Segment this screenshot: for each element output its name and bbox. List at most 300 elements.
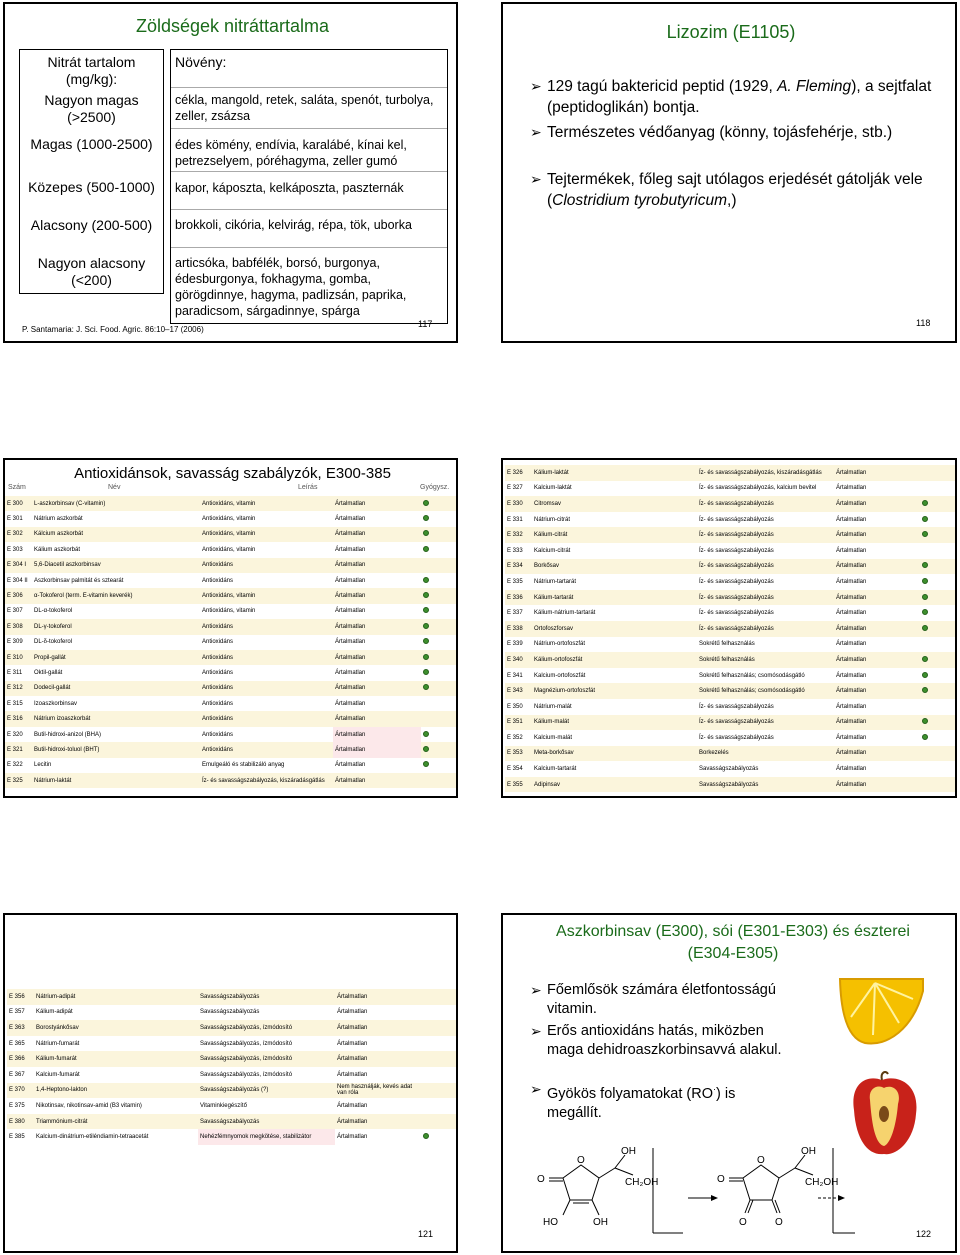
table-row <box>5 742 456 757</box>
bullet-text: Főemlősök számára életfontosságú vitamin. <box>547 982 776 1017</box>
additive-description-cell: Antioxidáns <box>200 742 333 757</box>
e-number-cell: E 337 <box>505 605 532 621</box>
header-name: Név <box>108 484 121 491</box>
e-number-cell: E 303 <box>5 542 32 557</box>
additive-name-cell: α-Tokoferol (term. E-vitamin keverék) <box>32 588 200 603</box>
approved-dot-icon <box>423 530 429 536</box>
slide-nitrate <box>3 2 458 343</box>
safety-rating-cell: Ártalmatlan <box>333 727 421 742</box>
additive-name-cell: DL-α-tokoferol <box>32 604 200 619</box>
additive-description-cell: Antioxidáns, vitamin <box>200 496 333 511</box>
additive-name-cell: Kálium-malát <box>532 715 697 731</box>
status-cell <box>421 758 456 773</box>
status-cell <box>920 637 955 653</box>
status-cell <box>920 761 955 777</box>
level-very-high: Nagyon magas (>2500) <box>44 92 139 125</box>
divider <box>171 87 447 88</box>
bullet-2 <box>530 1022 787 1060</box>
e-number-cell: E 343 <box>505 683 532 699</box>
safety-rating-cell: Ártalmatlan <box>834 590 920 606</box>
plants-low: brokkoli, cikória, kelvirág, répa, tök, uborka <box>175 218 412 232</box>
level-low: Alacsony (200-500) <box>30 217 153 233</box>
approved-dot-icon <box>423 623 429 629</box>
approved-dot-icon <box>423 731 429 737</box>
approved-dot-icon <box>922 718 928 724</box>
status-cell <box>421 989 456 1005</box>
approved-dot-icon <box>423 638 429 644</box>
safety-rating-cell: Ártalmatlan <box>333 511 421 526</box>
status-cell <box>920 605 955 621</box>
safety-rating-cell: Ártalmatlan <box>834 730 920 746</box>
safety-rating-cell: Ártalmatlan <box>834 465 920 481</box>
safety-rating-cell: Ártalmatlan <box>834 683 920 699</box>
safety-rating-cell: Ártalmatlan <box>333 742 421 757</box>
page-number: 118 <box>916 318 931 328</box>
approved-dot-icon <box>922 594 928 600</box>
additive-name-cell: Nátrium-laktát <box>32 773 200 788</box>
approved-dot-icon <box>423 654 429 660</box>
table-row <box>5 635 456 650</box>
plant-header: Növény: <box>175 54 227 70</box>
additive-description-cell: Íz- és savasságszabályozás <box>697 621 834 637</box>
status-cell <box>421 1129 456 1145</box>
e-number-cell: E 357 <box>7 1005 34 1021</box>
status-cell <box>421 1005 456 1021</box>
e-number-cell: E 339 <box>505 637 532 653</box>
bullet-2 <box>530 122 937 143</box>
slide-lysozyme <box>501 2 957 343</box>
table-row <box>505 621 955 637</box>
additive-name-cell: Kálcium aszkorbát <box>32 527 200 542</box>
safety-rating-cell: Ártalmatlan <box>335 1051 421 1067</box>
approved-dot-icon <box>423 669 429 675</box>
e-number-cell: E 380 <box>7 1114 34 1130</box>
additive-name-cell: Nátrium-citrát <box>532 512 697 528</box>
additive-name-cell: Citromsav <box>532 496 697 512</box>
status-cell <box>920 683 955 699</box>
status-cell <box>421 696 456 711</box>
slide-ascorbic-acid <box>501 913 957 1253</box>
slide-title: Zöldségek nitráttartalma <box>135 16 330 36</box>
e-number-cell: E 307 <box>5 604 32 619</box>
status-cell <box>421 619 456 634</box>
approved-dot-icon <box>922 625 928 631</box>
e-number-cell: E 304 II <box>5 573 32 588</box>
arrow-bullet-icon: ➢ <box>530 982 542 998</box>
citation: P. Santamaria: J. Sci. Food. Agric. 86:10–17 (2006) <box>22 325 204 334</box>
status-cell <box>920 652 955 668</box>
e-number-cell: E 334 <box>505 559 532 575</box>
table-row <box>505 668 955 684</box>
approved-dot-icon <box>922 562 928 568</box>
status-cell <box>421 542 456 557</box>
safety-rating-cell: Ártalmatlan <box>335 1098 421 1114</box>
safety-rating-cell: Ártalmatlan <box>333 496 421 511</box>
e-number-cell: E 326 <box>505 465 532 481</box>
e-number-cell: E 352 <box>505 730 532 746</box>
bullet-3 <box>530 1080 787 1123</box>
safety-rating-cell: Ártalmatlan <box>335 1020 421 1036</box>
status-cell <box>421 1083 456 1099</box>
additive-description-cell: Íz- és savasságszabályozás <box>697 527 834 543</box>
additive-name-cell: Kálium-ortofoszfát <box>532 652 697 668</box>
table-row <box>7 1129 456 1145</box>
e-number-cell: E 320 <box>5 727 32 742</box>
e-number-cell: E 375 <box>7 1098 34 1114</box>
status-cell <box>920 777 955 793</box>
header-medicine: Gyógysz. <box>420 484 450 491</box>
safety-rating-cell: Ártalmatlan <box>333 635 421 650</box>
bullet-text: Természetes védőanyag (könny, tojásfehérje, stb.) <box>547 124 893 141</box>
e-number-cell: E 332 <box>505 527 532 543</box>
table-row <box>505 527 955 543</box>
safety-rating-cell: Nem használják, kevés adat van róla <box>335 1083 421 1099</box>
safety-rating-cell: Ártalmatlan <box>333 573 421 588</box>
safety-rating-cell: Ártalmatlan <box>333 542 421 557</box>
table-row <box>5 619 456 634</box>
e-number-cell: E 351 <box>505 715 532 731</box>
arrow-bullet-icon: ➢ <box>530 124 542 140</box>
additive-description-cell: Nehézfémnyomok megkötése, stabilizátor <box>198 1129 335 1145</box>
additive-description-cell: Antioxidáns <box>200 573 333 588</box>
page-number: 122 <box>916 1229 932 1239</box>
additive-description-cell: Íz- és savasságszabályozás <box>697 496 834 512</box>
approved-dot-icon <box>922 578 928 584</box>
e-number-cell: E 306 <box>5 588 32 603</box>
header-number: Szám <box>8 484 26 491</box>
bullet-text: Tejtermékek, főleg sajt utólagos erjedését gátolják vele (Clostridium tyrobutyricum,) <box>547 171 923 209</box>
status-cell <box>920 512 955 528</box>
status-cell <box>920 527 955 543</box>
additive-name-cell: Borkősav <box>532 559 697 575</box>
safety-rating-cell: Ártalmatlan <box>834 699 920 715</box>
status-cell <box>421 1067 456 1083</box>
atom-label: CH₂OH <box>625 1177 659 1188</box>
level-very-low: Nagyon alacsony (<200) <box>37 255 146 288</box>
additive-description-cell: Íz- és savasságszabályozás <box>697 715 834 731</box>
e-number-cell: E 333 <box>505 543 532 559</box>
additive-name-cell: Kálium-adipát <box>34 1005 198 1021</box>
approved-dot-icon <box>423 746 429 752</box>
status-cell <box>920 543 955 559</box>
approved-dot-icon <box>922 500 928 506</box>
table-row <box>505 777 955 793</box>
safety-rating-cell: Ártalmatlan <box>834 652 920 668</box>
status-cell <box>920 465 955 481</box>
safety-rating-cell: Ártalmatlan <box>335 1067 421 1083</box>
approved-dot-icon <box>423 515 429 521</box>
table-row <box>7 1083 456 1099</box>
status-cell <box>421 711 456 726</box>
e-number-cell: E 338 <box>505 621 532 637</box>
additive-name-cell: Kálium-tartarát <box>532 590 697 606</box>
approved-dot-icon <box>922 609 928 615</box>
status-cell <box>421 1051 456 1067</box>
table-header <box>5 484 456 494</box>
table-row <box>505 590 955 606</box>
status-cell <box>421 511 456 526</box>
page-number: 121 <box>418 1229 434 1239</box>
additive-description-cell: Antioxidáns, vitamin <box>200 588 333 603</box>
additive-name-cell: Dodecil-gallát <box>32 681 200 696</box>
additive-description-cell: Sokrétű felhasználás; csomósodásgátló <box>697 683 834 699</box>
table-row <box>7 1020 456 1036</box>
additive-description-cell: Antioxidáns, vitamin <box>200 542 333 557</box>
status-cell <box>421 1098 456 1114</box>
e-number-cell: E 330 <box>505 496 532 512</box>
safety-rating-cell: Ártalmatlan <box>333 558 421 573</box>
bullet-text: Erős antioxidáns hatás, miközben maga dehidroaszkorbinsavvá alakul. <box>547 1023 782 1058</box>
additive-table <box>5 496 456 788</box>
additive-name-cell: Kalcium-tartarát <box>532 761 697 777</box>
additive-name-cell: Triammónium-citrát <box>34 1114 198 1130</box>
status-cell <box>421 558 456 573</box>
e-number-cell: E 300 <box>5 496 32 511</box>
additive-name-cell: Kálium-laktát <box>532 465 697 481</box>
additive-name-cell: Kalcium-ortofoszfát <box>532 668 697 684</box>
bullet-3 <box>530 169 937 211</box>
e-number-cell: E 331 <box>505 512 532 528</box>
additive-description-cell: Savasságszabályozás <box>697 761 834 777</box>
safety-rating-cell: Ártalmatlan <box>333 711 421 726</box>
atom-label: OH <box>593 1217 608 1228</box>
e-number-cell: E 302 <box>5 527 32 542</box>
level-medium: Közepes (500-1000) <box>28 179 155 195</box>
safety-rating-cell: Ártalmatlan <box>333 650 421 665</box>
e-number-cell: E 385 <box>7 1129 34 1145</box>
e-number-cell: E 311 <box>5 665 32 680</box>
table-row <box>5 527 456 542</box>
atom-label: HO <box>543 1217 558 1228</box>
e-number-cell: E 356 <box>7 989 34 1005</box>
table-row <box>5 558 456 573</box>
table-row <box>505 605 955 621</box>
e-number-cell: E 355 <box>505 777 532 793</box>
e-number-cell: E 309 <box>5 635 32 650</box>
e-number-cell: E 336 <box>505 590 532 606</box>
ascorbic-acid-structures <box>533 1143 953 1243</box>
status-cell <box>421 527 456 542</box>
status-cell <box>920 746 955 762</box>
safety-rating-cell: Ártalmatlan <box>333 773 421 788</box>
additive-description-cell: Sokrétű felhasználás <box>697 652 834 668</box>
bullet-1 <box>530 981 787 1019</box>
e-number-cell: E 304 I <box>5 558 32 573</box>
additive-name-cell: 1,4-Heptono-lakton <box>34 1083 198 1099</box>
safety-rating-cell: Ártalmatlan <box>834 761 920 777</box>
table-row <box>505 496 955 512</box>
additive-name-cell: Magnézium-ortofoszfát <box>532 683 697 699</box>
additive-description-cell: Sokrétű felhasználás; csomósodásgátló <box>697 668 834 684</box>
approved-dot-icon <box>423 607 429 613</box>
e-number-cell: E 365 <box>7 1036 34 1052</box>
additive-name-cell: Ortofoszforsav <box>532 621 697 637</box>
approved-dot-icon <box>922 734 928 740</box>
table-row <box>5 727 456 742</box>
table-row <box>7 1005 456 1021</box>
e-number-cell: E 316 <box>5 711 32 726</box>
approved-dot-icon <box>922 656 928 662</box>
safety-rating-cell: Ártalmatlan <box>335 1114 421 1130</box>
status-cell <box>421 727 456 742</box>
level-header: Nitrát tartalom (mg/kg): <box>47 54 136 87</box>
status-cell <box>920 481 955 497</box>
status-cell <box>920 699 955 715</box>
table-row <box>5 773 456 788</box>
e-number-cell: E 321 <box>5 742 32 757</box>
status-cell <box>920 574 955 590</box>
additive-name-cell: Kálium aszkorbát <box>32 542 200 557</box>
safety-rating-cell: Ártalmatlan <box>834 574 920 590</box>
table-row <box>5 711 456 726</box>
level-high: Magas (1000-2500) <box>30 136 153 152</box>
table-row <box>505 543 955 559</box>
divider <box>171 128 447 129</box>
additive-name-cell: Kálium-nátrium-tartarát <box>532 605 697 621</box>
additive-description-cell: Antioxidáns <box>200 681 333 696</box>
additive-description-cell: Savasságszabályozás <box>198 1114 335 1130</box>
additive-name-cell: Izoaszkorbinsav <box>32 696 200 711</box>
table-row <box>505 730 955 746</box>
additive-description-cell: Antioxidáns, vitamin <box>200 527 333 542</box>
safety-rating-cell: Ártalmatlan <box>335 1129 421 1145</box>
e-number-cell: E 340 <box>505 652 532 668</box>
safety-rating-cell: Ártalmatlan <box>333 527 421 542</box>
approved-dot-icon <box>423 577 429 583</box>
table-row <box>7 1098 456 1114</box>
table-row <box>505 637 955 653</box>
slide-antioxidants <box>3 458 458 798</box>
approved-dot-icon <box>922 672 928 678</box>
safety-rating-cell: Ártalmatlan <box>834 543 920 559</box>
additive-description-cell: Vitaminkiegészítő <box>198 1098 335 1114</box>
slide-title: Aszkorbinsav (E300), sói (E301-E303) és észterei (E304-E305) <box>556 923 910 962</box>
table-row <box>7 1067 456 1083</box>
additive-description-cell: Íz- és savasságszabályozás <box>697 512 834 528</box>
divider <box>171 209 447 210</box>
additive-description-cell: Íz- és savasságszabályozás <box>697 559 834 575</box>
header-description: Leírás <box>298 484 318 491</box>
slide-acidity-regulators <box>501 458 957 798</box>
e-number-cell: E 325 <box>5 773 32 788</box>
bullet-text: 129 tagú baktericid peptid (1929, A. Fleming), a sejtfalat (peptidoglikán) bontja. <box>547 78 932 116</box>
additive-description-cell: Antioxidáns, vitamin <box>200 511 333 526</box>
table-row <box>5 496 456 511</box>
additive-name-cell: Propil-gallát <box>32 650 200 665</box>
e-number-cell: E 308 <box>5 619 32 634</box>
additive-name-cell: Kalcium-citrát <box>532 543 697 559</box>
lemon-image <box>835 977 925 1057</box>
additive-description-cell: Savasságszabályozás <box>697 777 834 793</box>
safety-rating-cell: Ártalmatlan <box>333 696 421 711</box>
table-row <box>5 650 456 665</box>
additive-description-cell: Savasságszabályozás, ízmódosító <box>198 1036 335 1052</box>
e-number-cell: E 353 <box>505 746 532 762</box>
table-row <box>5 511 456 526</box>
e-number-cell: E 363 <box>7 1020 34 1036</box>
e-number-cell: E 366 <box>7 1051 34 1067</box>
table-row <box>5 604 456 619</box>
table-row <box>7 1051 456 1067</box>
additive-name-cell: Nátrium-ortofoszfát <box>532 637 697 653</box>
approved-dot-icon <box>423 761 429 767</box>
table-row <box>5 758 456 773</box>
status-cell <box>421 773 456 788</box>
additive-description-cell: Íz- és savasságszabályozás, kiszáradásgátlás <box>200 773 333 788</box>
status-cell <box>920 559 955 575</box>
status-cell <box>421 588 456 603</box>
additive-name-cell: Kalcium-malát <box>532 730 697 746</box>
atom-label: OH <box>621 1146 636 1157</box>
safety-rating-cell: Ártalmatlan <box>333 588 421 603</box>
arrow-bullet-icon: ➢ <box>530 1023 542 1039</box>
additive-description-cell: Antioxidáns <box>200 635 333 650</box>
arrow-bullet-icon: ➢ <box>530 171 542 187</box>
plants-high: édes kömény, endívia, karalábé, kínai kel, petrezselyem, póréhagyma, zeller gumó <box>175 138 407 168</box>
approved-dot-icon <box>423 500 429 506</box>
additive-description-cell: Savasságszabályozás, ízmódosító <box>198 1067 335 1083</box>
e-number-cell: E 312 <box>5 681 32 696</box>
page-number: 117 <box>418 319 433 329</box>
additive-name-cell: Meta-borkősav <box>532 746 697 762</box>
bullet-1 <box>530 76 937 118</box>
table-row <box>505 652 955 668</box>
table-row <box>505 683 955 699</box>
safety-rating-cell: Ártalmatlan <box>834 559 920 575</box>
safety-rating-cell: Ártalmatlan <box>834 668 920 684</box>
table-row <box>5 588 456 603</box>
safety-rating-cell: Ártalmatlan <box>834 715 920 731</box>
plants-medium: kapor, káposzta, kelkáposzta, paszternák <box>175 181 404 195</box>
safety-rating-cell: Ártalmatlan <box>834 527 920 543</box>
approved-dot-icon <box>423 546 429 552</box>
table-row <box>7 989 456 1005</box>
additive-name-cell: Butil-hidroxi-toluol (BHT) <box>32 742 200 757</box>
e-number-cell: E 327 <box>505 481 532 497</box>
additive-description-cell: Íz- és savasságszabályozás, kiszáradásgátlás <box>697 465 834 481</box>
approved-dot-icon <box>423 1133 429 1139</box>
divider <box>171 171 447 172</box>
safety-rating-cell: Ártalmatlan <box>333 619 421 634</box>
table-row <box>5 665 456 680</box>
additive-name-cell: Lecitin <box>32 758 200 773</box>
additive-name-cell: Butil-hidroxi-anizol (BHA) <box>32 727 200 742</box>
safety-rating-cell: Ártalmatlan <box>335 1005 421 1021</box>
additive-description-cell: Antioxidáns <box>200 727 333 742</box>
additive-description-cell: Borkezelés <box>697 746 834 762</box>
table-row <box>5 696 456 711</box>
additive-description-cell: Íz- és savasságszabályozás <box>697 605 834 621</box>
additive-description-cell: Antioxidáns, vitamin <box>200 604 333 619</box>
table-row <box>505 481 955 497</box>
safety-rating-cell: Ártalmatlan <box>834 605 920 621</box>
safety-rating-cell: Ártalmatlan <box>333 665 421 680</box>
additive-name-cell: DL-γ-tokoferol <box>32 619 200 634</box>
additive-name-cell: Nátrium aszkorbát <box>32 511 200 526</box>
additive-description-cell: Savasságszabályozás, ízmódosító <box>198 1051 335 1067</box>
additive-description-cell: Íz- és savasságszabályozás, kalcium bevitel <box>697 481 834 497</box>
status-cell <box>421 496 456 511</box>
slide-title: Antioxidánsok, savasság szabályzók, E300-385 <box>74 465 391 482</box>
table-row <box>505 574 955 590</box>
e-number-cell: E 370 <box>7 1083 34 1099</box>
plants-very-low: articsóka, babfélék, borsó, burgonya, édesburgonya, fokhagyma, gomba, görögdinnye, hagyma, padlizsán, paprika, paradicsom, sárgadinnye, spárga <box>175 256 407 318</box>
additive-description-cell: Antioxidáns <box>200 619 333 634</box>
additive-description-cell: Antioxidáns <box>200 665 333 680</box>
status-cell <box>920 496 955 512</box>
table-row <box>505 512 955 528</box>
status-cell <box>920 715 955 731</box>
